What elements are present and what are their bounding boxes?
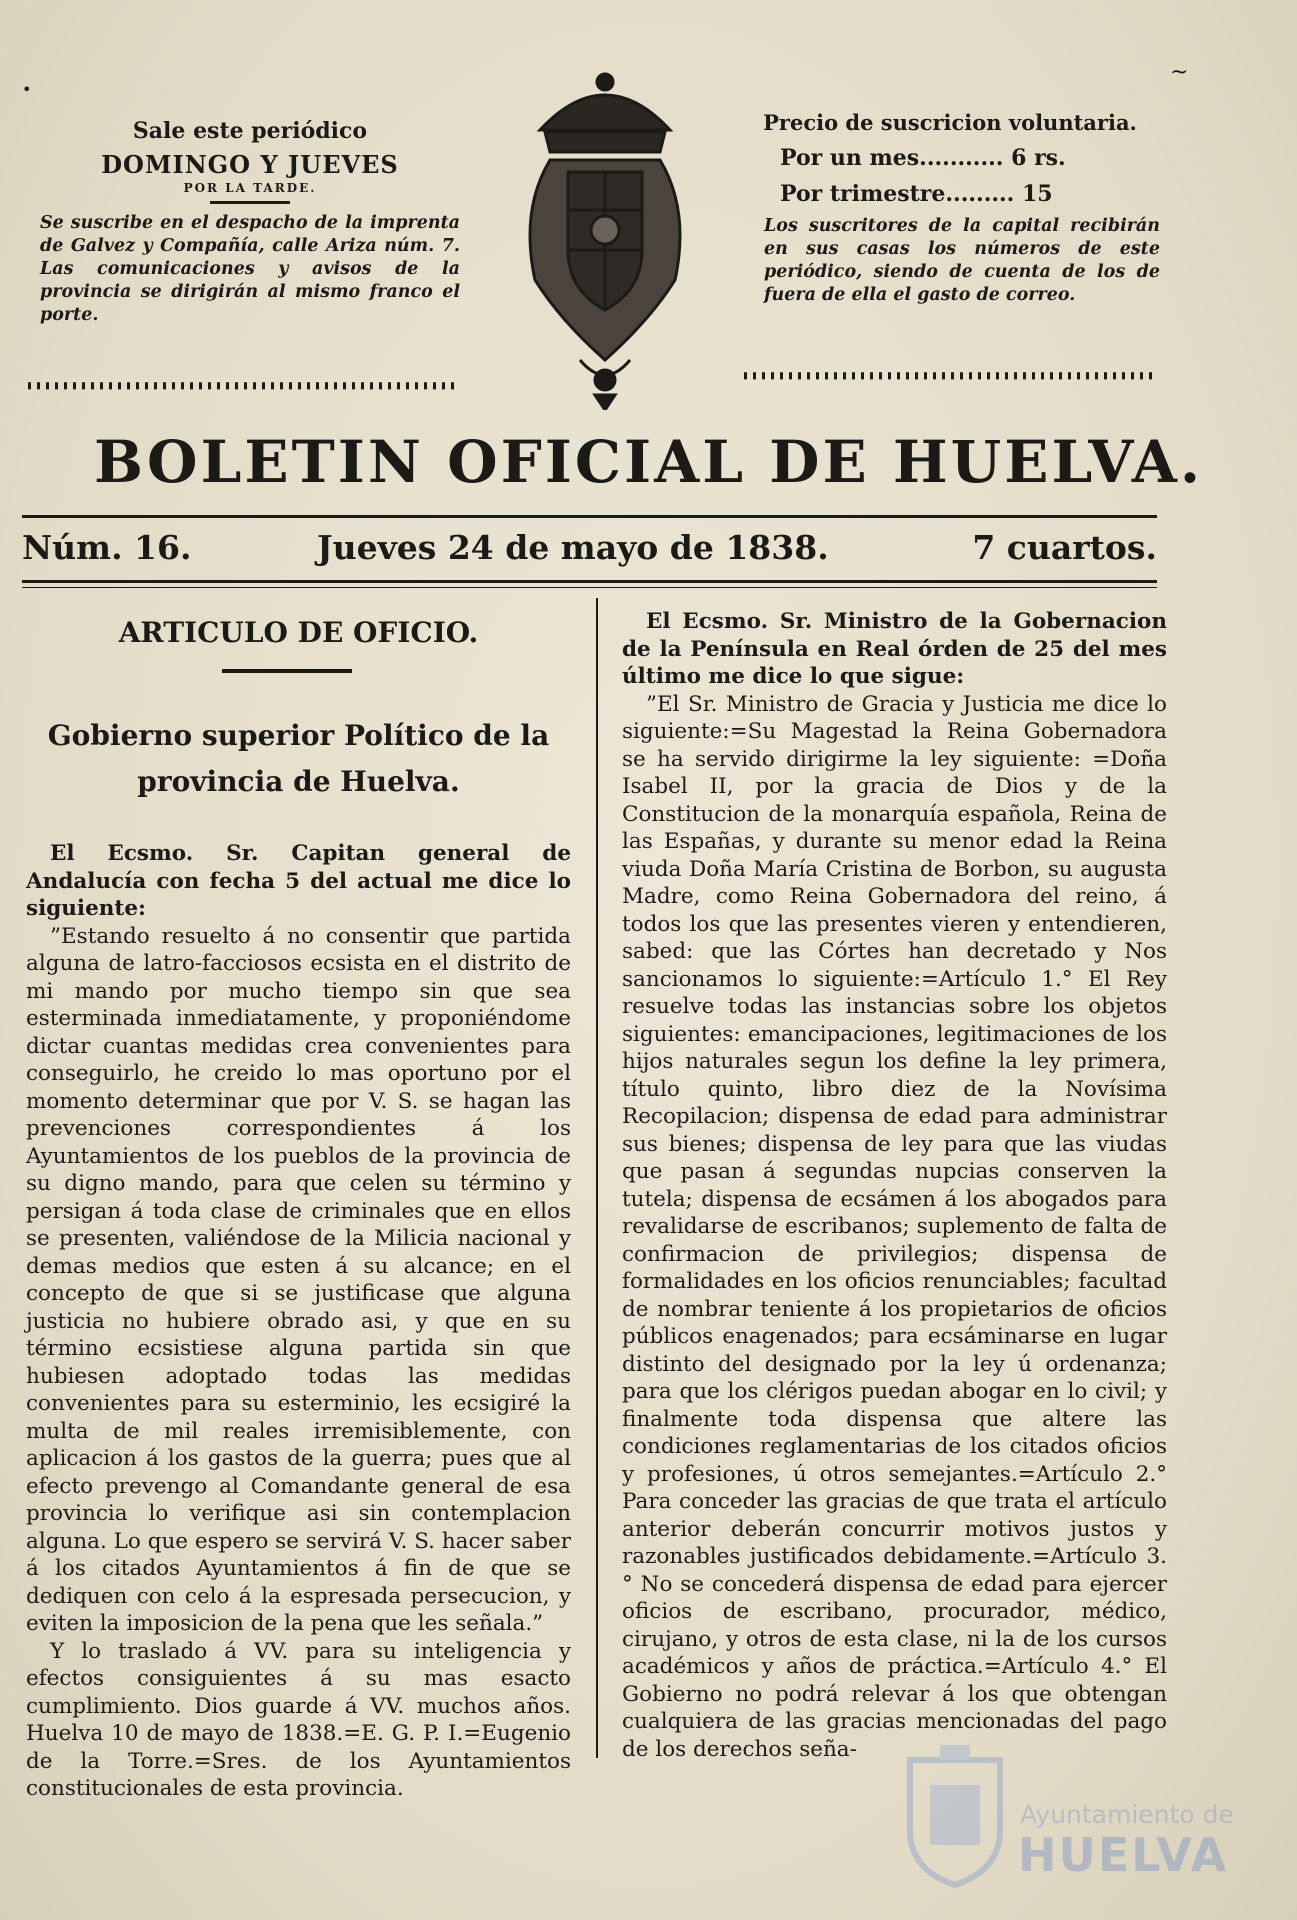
- price-per-quarter: Por trimestre......... 15: [780, 181, 1053, 207]
- divider: [22, 587, 1157, 588]
- publication-days-intro: Sale este periódico: [132, 118, 368, 144]
- watermark-line2: HUELVA: [1018, 1828, 1229, 1882]
- paragraph: ”Estando resuelto á no consentir que partida alguna de latro-facciosos ecsista en el distrito de mi mando por mucho tiempo sin que sea esterminada inmediatamente, y proponiéndome dictar cuantas medidas crea convenientes para conseguirlo, he creido lo mas oportuno por el momento determinar que por V. S. se hagan las prevenciones correspondientes á los Ayuntamientos de los pueblos de la provincia de su digno mando, para que celen su término y persigan á toda clase de criminales que en ellos se presenten, valiéndose de la Milicia nacional y demas medios que esten á su alcance; en el concepto de que si se justificase que alguna justicia no hubiere obrado asi, y que en su término ecsistiese alguna partida sin que hubiesen adoptado todas las medidas convenientes para su esterminio, les ecsigiré la multa de mil reales irremisiblemente, con aplicacion á los gastos de la guerra; pues que al efecto prevengo al Comandante general de esa provincia lo verifique asi sin contemplacion alguna. Lo que espero se servirá V. S. hacer saber á los citados Ayuntamientos á fin de que se dediquen con celo á la espresada persecucion, y eviten la imposicion de la pena que les señala.”: [26, 923, 571, 1636]
- delivery-note: Los suscritores de la capital recibirán en sus casas los números de este periódico, siendo de cuenta de los de fuera de ella el gasto de correo.: [764, 216, 1160, 305]
- ink-mark: •: [22, 80, 32, 99]
- issue-date: Jueves 24 de mayo de 1838.: [317, 528, 829, 567]
- ink-mark: ~: [1170, 60, 1189, 85]
- issue-price: 7 cuartos.: [972, 528, 1157, 567]
- city-shield-icon: [900, 1740, 1010, 1890]
- price-heading: Precio de suscricion voluntaria.: [763, 110, 1137, 135]
- paragraph: ”El Sr. Ministro de Gracia y Justicia me dice lo siguiente:=Su Magestad la Reina Gobernadora se ha servido dirigirme la ley siguiente: =Doña Isabel II, por la gracia de Dios y de la Constitucion de la monarquía española, Reina de las Españas, y durante su menor edad la Reina viuda Doña María Cristina de Borbon, su augusta Madre, como Reina Gobernadora del reino, á todos los que las presentes vieren y entendieren, sabed: que las Córtes han decretado y Nos sancionamos lo siguiente:=Artículo 1.° El Rey resuelve todas las instancias sobre los objetos siguientes: emancipaciones, legitimaciones de los hijos naturales segun los define la ley primera, título quinto, libro diez de la Novísima Recopilacion; dispensa de edad para administrar sus bienes; dispensa de ley para que las viudas que pasan á segundas nupcias conserven la tutela; dispensa de ecsámen á los abogados para revalidarse de escribanos; suplemento de falta de confirmacion de privilegios; dispensa de formalidades en los oficios renunciables; facultad de nombrar teniente á los propietarios de oficios públicos enagenados; para ecsáminarse en lugar distinto del designado por la ley ú ordenanza; para que los clérigos puedan abogar en lo civil; y finalmente toda dispensa que altere las condiciones reglamentarias de los citados oficios y profesiones, ú otros semejantes.=Artículo 2.° Para conceder las gracias de que trata el artículo anterior deberán concurrir motivos justos y razonables justificados debidamente.=Artículo 3.° No se concederá dispensa de edad para ejercer oficios de escribano, procurador, médico, cirujano, y otros de esta clase, ni la de los cursos académicos y años de práctica.=Artículo 4.° El Gobierno no podrá relevar á los que obtengan cualquiera de las gracias mencionadas del pago de los derechos seña-: [622, 691, 1167, 1762]
- divider: [222, 669, 352, 673]
- divider: [22, 515, 1157, 518]
- paragraph: El Ecsmo. Sr. Ministro de la Gobernacion de la Península en Real órden de 25 del mes último me dice lo que sigue:: [622, 609, 1167, 689]
- column-divider: [596, 598, 598, 1758]
- section-heading: ARTICULO DE OFICIO.: [118, 616, 479, 649]
- ornamental-rule: [744, 365, 1154, 383]
- royal-coat-of-arms-icon: [510, 60, 700, 410]
- watermark: [900, 1740, 1280, 1890]
- masthead-right: [740, 110, 1160, 307]
- subheading: Gobierno superior Político de la provincia de Huelva.: [47, 719, 550, 798]
- publication-days: DOMINGO Y JUEVES: [101, 150, 399, 179]
- masthead-left: [40, 118, 460, 327]
- left-column-text: [26, 840, 571, 1803]
- issue-number: Núm. 16.: [22, 528, 192, 567]
- watermark-line1: Ayuntamiento de: [1020, 1800, 1234, 1829]
- right-column-text: [622, 608, 1167, 1763]
- publication-time: POR LA TARDE.: [183, 181, 317, 195]
- ornamental-rule: [28, 375, 456, 393]
- divider: [210, 201, 290, 204]
- newspaper-title: BOLETIN OFICIAL DE HUELVA.: [93, 428, 1204, 496]
- paragraph: El Ecsmo. Sr. Capitan general de Andalucía con fecha 5 del actual me dice lo siguiente:: [26, 841, 571, 921]
- paragraph: Y lo traslado á VV. para su inteligencia y efectos consiguientes á su mas esacto cumplimiento. Dios guarde á VV. muchos años. Huelva 10 de mayo de 1838.=E. G. P. I.=Eugenio de la Torre.=Sres. de los Ayuntamientos constitucionales de esta provincia.: [26, 1638, 571, 1801]
- price-per-month: Por un mes........... 6 rs.: [780, 145, 1066, 171]
- divider: [22, 580, 1157, 583]
- subscription-note: Se suscribe en el despacho de la imprenta de Galvez y Compañía, calle Ariza núm. 7. Las comunicaciones y avisos de la provincia se dirigirán al mismo franco el porte.: [40, 213, 460, 325]
